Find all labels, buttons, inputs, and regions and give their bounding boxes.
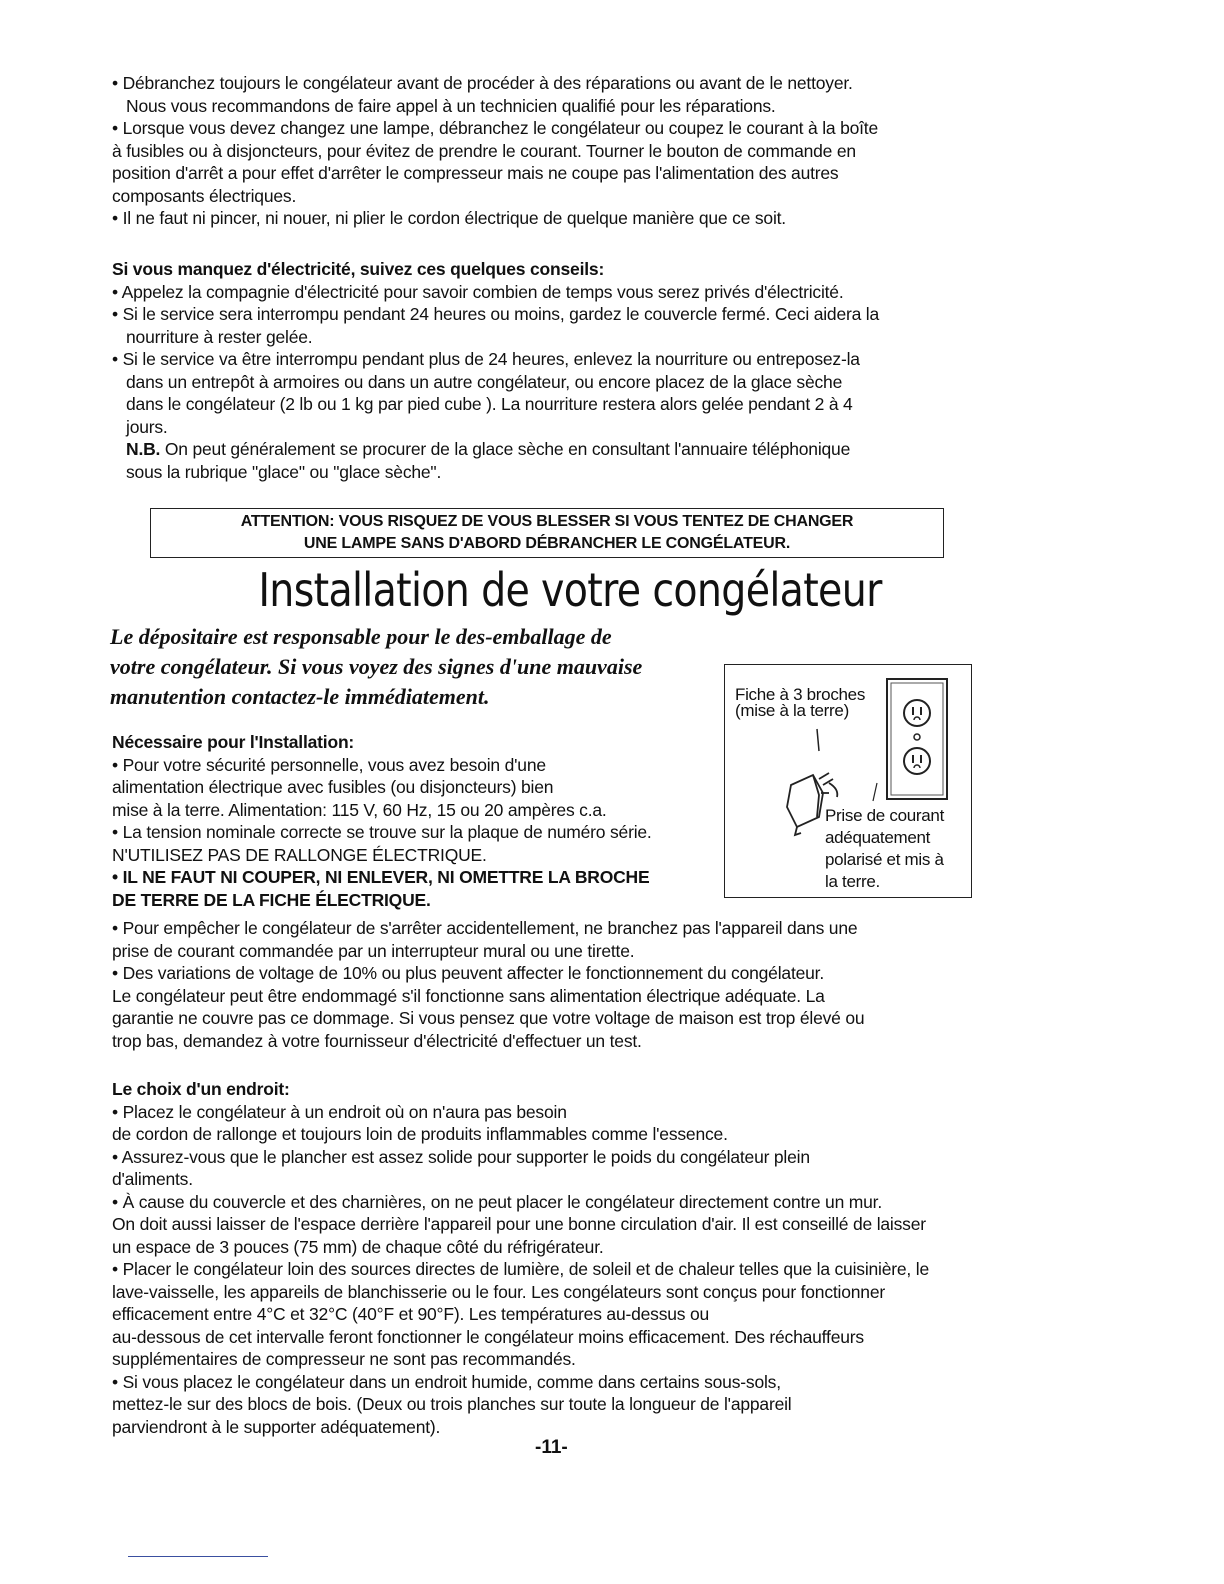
text-line: de cordon de rallonge et toujours loin de produits inflammables comme l'essence.: [112, 1124, 728, 1144]
warning-line-1: ATTENTION: VOUS RISQUEZ DE VOUS BLESSER SI VOUS TENTEZ DE CHANGER: [240, 513, 854, 530]
intro-line: Le dépositaire est responsable pour le des-emballage de: [110, 624, 612, 649]
nb-text: On peut généralement se procurer de la glace sèche en consultant l'annuaire téléphonique: [164, 439, 851, 459]
text-line: trop bas, demandez à votre fournisseur d'électricité d'effectuer un test.: [112, 1030, 642, 1051]
text-line: • La tension nominale correcte se trouve sur la plaque de numéro série.: [112, 822, 652, 842]
text-line: N'UTILISEZ PAS DE RALLONGE ÉLECTRIQUE.: [112, 844, 487, 865]
text-line: prise de courant commandée par un interrupteur mural ou une tirette.: [112, 940, 635, 961]
warning-line-2: UNE LAMPE SANS D'ABORD DÉBRANCHER LE CONGÉLATEUR.: [303, 535, 791, 552]
page-number: -11-: [535, 1437, 568, 1458]
text-line: • Appelez la compagnie d'électricité pour savoir combien de temps vous serez privés d'électricité.: [112, 281, 844, 302]
lower-receptacle: [904, 748, 930, 774]
text-line: • Pour votre sécurité personnelle, vous avez besoin d'une: [112, 754, 546, 775]
intro-paragraph: [110, 622, 730, 712]
text-line: au-dessous de cet intervalle feront fonctionner le congélateur moins efficacement. Des réchauffeurs: [112, 1326, 864, 1347]
text-line: un espace de 3 pouces (75 mm) de chaque côté du réfrigérateur.: [112, 1236, 604, 1257]
installation-needs: [112, 731, 722, 911]
text-line: sous la rubrique "glace" ou "glace sèche".: [126, 461, 442, 482]
text-line: On doit aussi laisser de l'espace derrière l'appareil pour une bonne circulation d'air. Il est conseillé de laisser: [112, 1214, 926, 1234]
warning-box: [150, 508, 944, 558]
ground-warning: DE TERRE DE LA FICHE ÉLECTRIQUE.: [112, 889, 431, 910]
text-line: lave-vaisselle, les appareils de blanchisserie ou le four. Les congélateurs sont conçus pour fonctionner: [112, 1281, 885, 1302]
text-line: • Placez le congélateur à un endroit où on n'aura pas besoin: [112, 1101, 567, 1122]
ground-warning: • IL NE FAUT NI COUPER, NI ENLEVER, NI OMETTRE LA BROCHE: [112, 867, 650, 887]
plug-outlet-figure: [724, 664, 972, 898]
outlet-label-line: polarisé et mis à: [825, 850, 944, 869]
text-line: • Assurez-vous que le plancher est assez solide pour supporter le poids du congélateur plein: [112, 1146, 810, 1167]
safety-bullets: [112, 72, 1072, 230]
text-line: position d'arrêt a pour effet d'arrêter le compresseur mais ne coupe pas l'alimentation des autres: [112, 163, 839, 183]
text-line: à fusibles ou à disjoncteurs, pour évitez de prendre le courant. Tourner le bouton de commande en: [112, 140, 856, 161]
plug-label: [735, 687, 865, 719]
text-line: jours.: [126, 416, 168, 437]
text-line: supplémentaires de compresseur ne sont pas recommandés.: [112, 1349, 576, 1369]
outlet-label-line: adéquatement: [825, 828, 931, 847]
text-line: • À cause du couvercle et des charnières, on ne peut placer le congélateur directement contre un mur.: [112, 1191, 882, 1212]
text-line: alimentation électrique avec fusibles (ou disjoncteurs) bien: [112, 777, 554, 797]
outlet-label-line: la terre.: [825, 872, 880, 891]
outage-section: [112, 258, 1072, 483]
text-line: mettez-le sur des blocs de bois. (Deux ou trois planches sur toute la longueur de l'appareil: [112, 1394, 792, 1414]
intro-line: manutention contactez-le immédiatement.: [110, 684, 490, 709]
intro-line: votre congélateur. Si vous voyez des signes d'une mauvaise: [110, 654, 643, 679]
text-line: • Si vous placez le congélateur dans un endroit humide, comme dans certains sous-sols,: [112, 1371, 781, 1392]
text-line: parviendront à le supporter adéquatement).: [112, 1416, 441, 1437]
location-section: [112, 1078, 1112, 1438]
text-line: • Si le service va être interrompu pendant plus de 24 heures, enlevez la nourriture ou entreposez-la: [112, 349, 860, 369]
installation-notes: [112, 917, 1072, 1052]
text-line: Le congélateur peut être endommagé s'il fonctionne sans alimentation électrique adéquate. La: [112, 985, 825, 1006]
upper-receptacle: [904, 700, 930, 726]
text-line: composants électriques.: [112, 185, 297, 206]
outlet-label: [825, 805, 944, 893]
text-line: • Il ne faut ni pincer, ni nouer, ni plier le cordon électrique de quelque manière que ce soit.: [112, 208, 786, 228]
section-heading: Nécessaire pour l'Installation:: [112, 732, 355, 752]
nb-label: N.B.: [126, 439, 161, 459]
text-line: efficacement entre 4°C et 32°C (40°F et 90°F). Les températures au-dessus ou: [112, 1304, 710, 1324]
outlet-plate: [887, 679, 947, 799]
text-line: • Débranchez toujours le congélateur avant de procéder à des réparations ou avant de le nettoyer.: [112, 73, 853, 93]
text-line: mise à la terre. Alimentation: 115 V, 60 Hz, 15 ou 20 ampères c.a.: [112, 799, 607, 820]
plug-label-line-2: (mise à la terre): [735, 701, 849, 720]
text-line: Nous vous recommandons de faire appel à un technicien qualifié pour les réparations.: [126, 95, 776, 116]
plate-screw: [914, 734, 920, 740]
page-title: Installation de votre congélateur: [258, 563, 882, 617]
text-line: • Placer le congélateur loin des sources directes de lumière, de soleil et de chaleur telles que la cuisinière, le: [112, 1259, 929, 1279]
nb-note: [112, 438, 1072, 461]
text-line: dans le congélateur (2 lb ou 1 kg par pied cube ). La nourriture restera alors gelée pendant 2 à 4: [126, 394, 853, 414]
text-line: dans un entrepôt à armoires ou dans un autre congélateur, ou encore placez de la glace sèche: [126, 371, 843, 392]
pointer-line: [817, 729, 819, 751]
text-line: • Pour empêcher le congélateur de s'arrêter accidentellement, ne branchez pas l'appareil dans une: [112, 918, 858, 938]
text-line: garantie ne couvre pas ce dommage. Si vous pensez que votre voltage de maison est trop élevé ou: [112, 1008, 865, 1028]
plug-label-line-1: Fiche à 3 broches: [735, 685, 866, 704]
outlet-label-line: Prise de courant: [825, 806, 944, 825]
text-line: nourriture à rester gelée.: [126, 326, 313, 347]
section-heading: Le choix d'un endroit:: [112, 1079, 290, 1099]
section-heading: Si vous manquez d'électricité, suivez ces quelques conseils:: [112, 259, 605, 279]
text-line: d'aliments.: [112, 1169, 193, 1189]
footer-rule: [128, 1556, 268, 1557]
text-line: • Si le service sera interrompu pendant 24 heures ou moins, gardez le couvercle fermé. Ceci aidera la: [112, 304, 880, 324]
text-line: • Des variations de voltage de 10% ou plus peuvent affecter le fonctionnement du congélateur.: [112, 963, 824, 983]
text-line: • Lorsque vous devez changez une lampe, débranchez le congélateur ou coupez le courant à la boîte: [112, 118, 879, 138]
